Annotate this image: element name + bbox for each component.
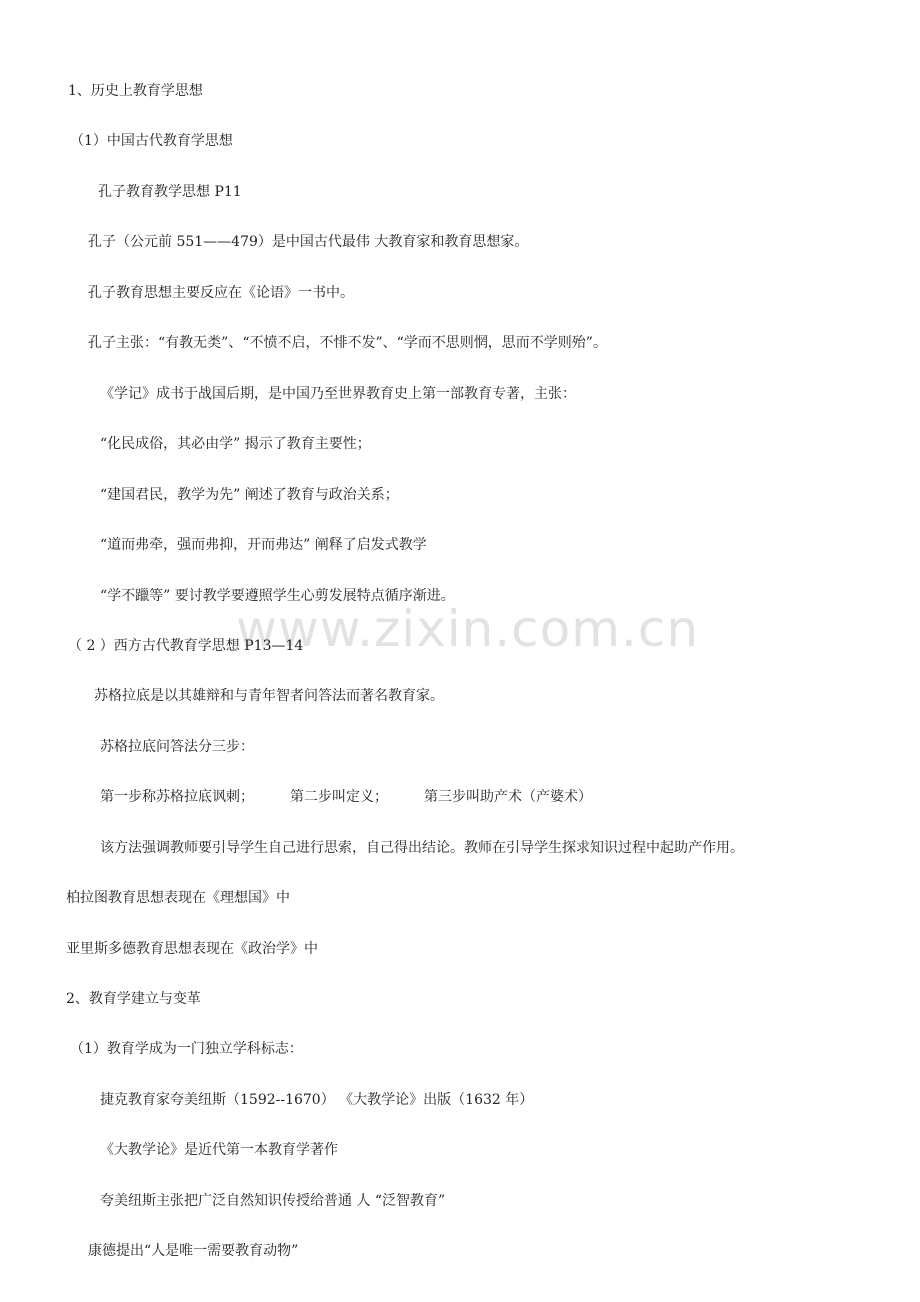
step-2-text: 第二步叫定义；	[290, 789, 388, 805]
step-1-text: 第一步称苏格拉底讽刺；	[100, 789, 254, 805]
paragraph-confucius-ideas: 孔子主张：“有教无类”、“不愤不启，不悱不发”、“学而不思则惘，思而不学则殆”。	[88, 335, 607, 351]
paragraph-socrates-intro: 苏格拉底是以其雄辩和与青年智者问答法而著名教育家。	[94, 688, 444, 704]
section-heading-1: 1、历史上教育学思想	[68, 83, 203, 99]
paragraph-xueji: 《学记》成书于战国后期，是中国乃至世界教育史上第一部教育专著，主张：	[100, 386, 576, 402]
subsection-heading-1-2: （ 2 ）西方古代教育学思想 P13—14	[68, 638, 304, 654]
paragraph-xueji-point-1: “化民成俗，其必由学” 揭示了教育主要性；	[100, 436, 371, 452]
paragraph-socrates-summary: 该方法强调教师要引导学生自己进行思索，自己得出结论。教师在引导学生探求知识过程中起助产作用。	[100, 840, 744, 856]
paragraph-kant: 康德提出“人是唯一需要教育动物”	[88, 1243, 299, 1259]
paragraph-plato: 柏拉图教育思想表现在《理想国》中	[66, 890, 290, 906]
paragraph-pansophism: 夸美纽斯主张把广泛自然知识传授给普通 人 “泛智教育”	[100, 1193, 446, 1209]
watermark: www.zixin.com.cn	[236, 600, 700, 658]
paragraph-socrates-steps	[100, 787, 592, 807]
paragraph-aristotle: 亚里斯多德教育思想表现在《政治学》中	[66, 941, 318, 957]
subsection-heading-1-1: （1）中国古代教育学思想	[70, 133, 233, 149]
paragraph-confucius-title: 孔子教育教学思想 P11	[98, 184, 242, 200]
paragraph-socrates-method: 苏格拉底问答法分三步：	[100, 739, 254, 755]
paragraph-xueji-point-2: “建国君民，教学为先” 阐述了教育与政治关系；	[100, 487, 399, 503]
paragraph-confucius-intro: 孔子（公元前 551——479）是中国古代最伟 大教育家和教育思想家。	[88, 234, 529, 250]
step-3-text: 第三步叫助产术（产婆术）	[424, 789, 592, 805]
paragraph-comenius: 捷克教育家夸美纽斯（1592--1670） 《大教学论》出版（1632 年）	[100, 1092, 534, 1108]
paragraph-xueji-point-3: “道而弗牵，强而弗抑，开而弗达” 阐释了启发式教学	[100, 537, 427, 553]
paragraph-great-didactic: 《大教学论》是近代第一本教育学著作	[100, 1142, 338, 1158]
paragraph-xueji-point-4: “学不躐等” 要讨教学要遵照学生心剪发展特点循序渐进。	[100, 588, 455, 604]
paragraph-analects: 孔子教育思想主要反应在《论语》一书中。	[88, 285, 354, 301]
section-heading-2: 2、教育学建立与变革	[66, 991, 201, 1007]
subsection-heading-2-1: （1）教育学成为一门独立学科标志：	[70, 1041, 303, 1057]
